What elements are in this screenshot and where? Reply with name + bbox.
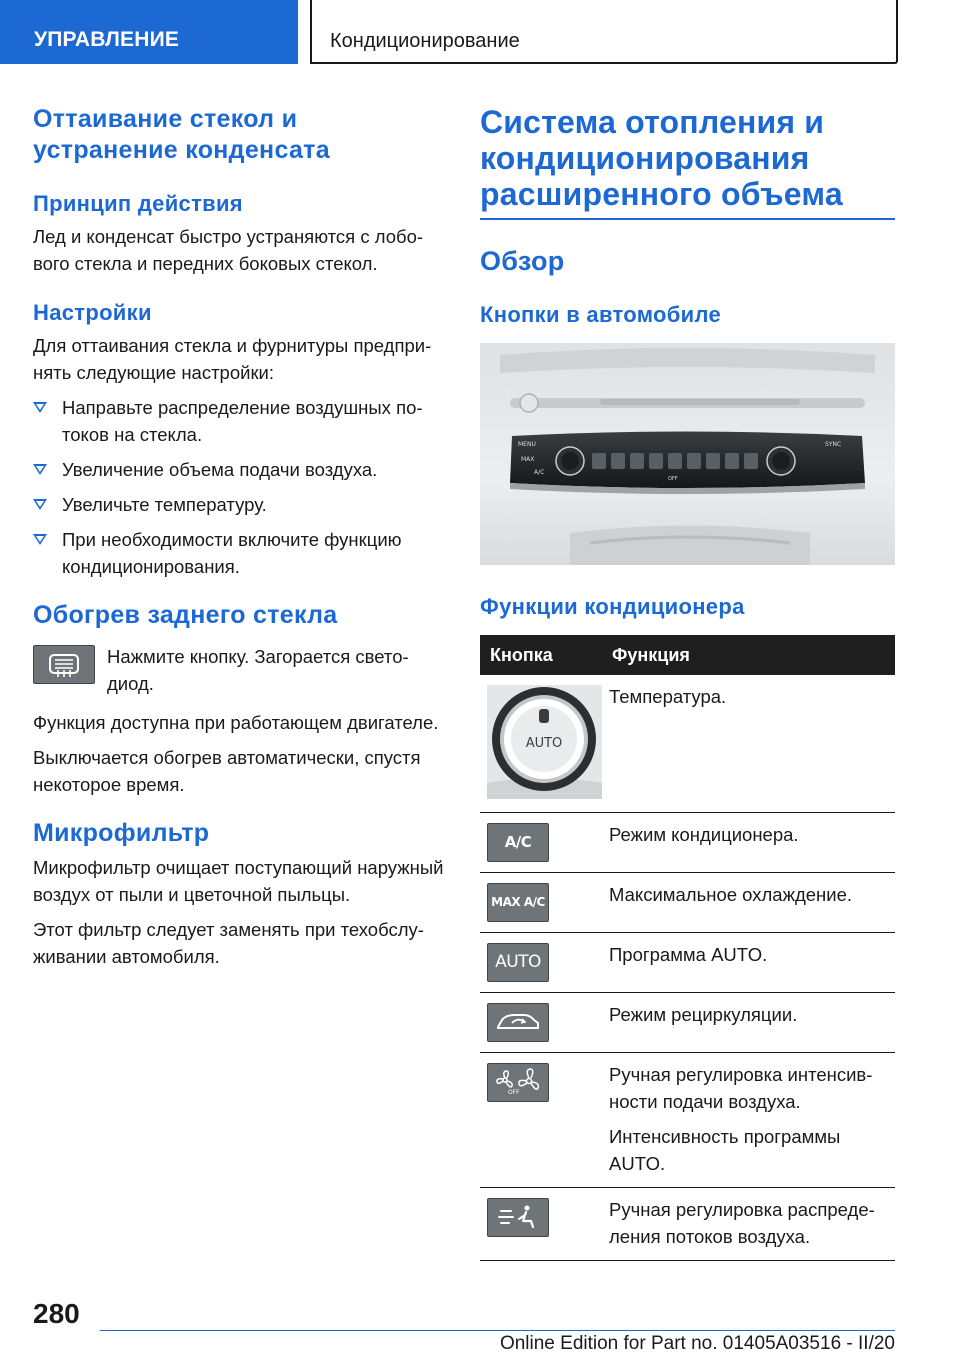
triangle-bullet-icon: [33, 534, 47, 545]
page-number: 280: [33, 1298, 80, 1329]
temperature-knob-icon: [487, 685, 602, 799]
table-row: [480, 872, 895, 932]
footer-rule: [100, 1330, 895, 1331]
overview-heading: Обзор: [480, 246, 565, 276]
microfilter-text-2: Этот фильтр следует заменять при техобслуживании автомобиля.: [33, 919, 424, 967]
principle-heading: Принцип действия: [33, 191, 243, 216]
function-text: Ручная регулировка интенсивности подачи воздуха.: [609, 1063, 873, 1112]
right-column: [480, 104, 895, 1261]
section-tab: [0, 0, 298, 64]
recirculation-button-icon: [487, 1003, 549, 1042]
table-row: [480, 812, 895, 872]
table-row: [480, 675, 895, 812]
system-title: Система отопления и кондиционирования расширенного объема: [480, 104, 843, 212]
chapter-tab: [310, 0, 898, 64]
rear-window-button-text: Нажмите кнопку. Загорается светодиод.: [107, 646, 409, 694]
edition-text: Online Edition for Part no. 01405A03516 - II/20: [499, 1333, 895, 1354]
defrost-title: Оттаивание стекол и устранение конденсата: [33, 105, 330, 164]
control-panel-photo: [480, 343, 895, 565]
rear-window-heading: Обогрев заднего стекла: [33, 601, 338, 629]
table-header-row: [480, 635, 895, 675]
air-distribution-button-icon: [487, 1198, 549, 1237]
svg-text:OFF: OFF: [668, 476, 678, 482]
function-text: Ручная регулировка распределения потоков воздуха.: [609, 1198, 875, 1247]
list-item: Направьте распределение воздушных потоков на стекла.: [33, 394, 453, 448]
principle-text: Лед и конденсат быстро устраняются с лобового стекла и передних боковых стекол.: [33, 226, 424, 274]
title-rule: [480, 218, 895, 220]
column-header-function: Функция: [602, 635, 895, 675]
function-text: Температура.: [609, 686, 727, 707]
section-title: УПРАВЛЕНИЕ: [34, 28, 180, 51]
auto-button-icon: AUTO: [487, 943, 549, 982]
function-text: Программа AUTO.: [609, 943, 768, 965]
rear-window-text-1: Функция доступна при работающем двигателе.: [33, 712, 439, 733]
triangle-bullet-icon: [33, 499, 47, 510]
rear-window-defrost-icon: [33, 645, 95, 684]
list-item: Увеличение объема подачи воздуха.: [33, 456, 453, 483]
function-text: Режим кондиционера.: [609, 823, 799, 845]
list-item: При необходимости включите функцию кондиционирования.: [33, 526, 453, 580]
svg-text:SYNC: SYNC: [825, 441, 842, 448]
svg-text:MAX: MAX: [521, 456, 535, 463]
table-row: [480, 1052, 895, 1187]
function-text: Максимальное охлаждение.: [609, 883, 853, 905]
triangle-bullet-icon: [33, 402, 47, 413]
table-row: [480, 932, 895, 992]
svg-text:MENU: MENU: [518, 441, 536, 448]
microfilter-text-1: Микрофильтр очищает поступающий наружный воздух от пыли и цветочной пыльцы.: [33, 857, 444, 905]
microfilter-heading: Микрофильтр: [33, 819, 210, 847]
table-row: [480, 992, 895, 1052]
ac-button-icon: A/C: [487, 823, 549, 862]
buttons-heading: Кнопки в автомобиле: [480, 302, 721, 327]
fan-speed-button-icon: [487, 1063, 549, 1102]
function-text: Интенсивность программы AUTO.: [609, 1125, 841, 1174]
table-row: [480, 1187, 895, 1260]
svg-text:AUTO: AUTO: [525, 736, 563, 751]
left-column: [33, 104, 453, 970]
triangle-bullet-icon: [33, 464, 47, 475]
functions-table: [480, 635, 895, 1261]
list-item: Увеличьте температуру.: [33, 491, 453, 518]
settings-intro: Для оттаивания стекла и фурнитуры предпринять следующие настройки:: [33, 335, 432, 383]
svg-text:OFF: OFF: [508, 1089, 520, 1096]
chapter-title: Кондиционирование: [330, 30, 520, 52]
settings-heading: Настройки: [33, 300, 152, 325]
column-header-button: Кнопка: [480, 635, 602, 675]
max-ac-button-icon: MAX A/C: [487, 883, 549, 922]
functions-heading: Функции кондиционера: [480, 594, 745, 619]
settings-list: [33, 394, 453, 580]
svg-text:A/C: A/C: [534, 469, 545, 476]
function-text: Режим рециркуляции.: [609, 1003, 798, 1025]
rear-window-row: [33, 643, 453, 697]
rear-window-text-2: Выключается обогрев автоматически, спустя некоторое время.: [33, 747, 421, 795]
